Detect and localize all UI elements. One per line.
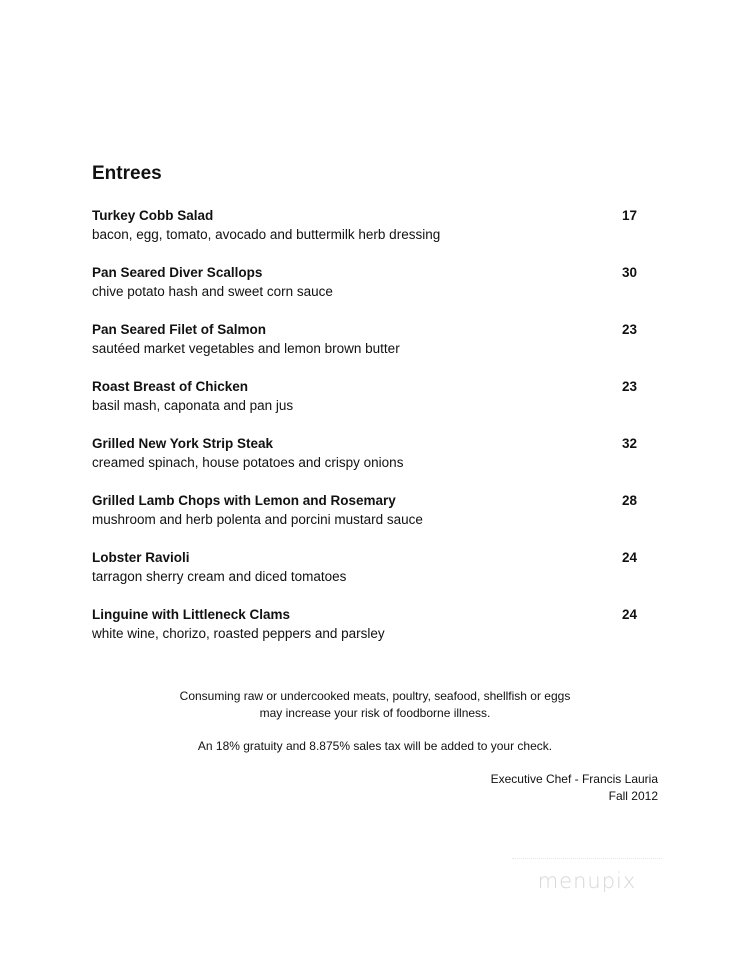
item-description: creamed spinach, house potatoes and crispy onions [92, 455, 404, 470]
item-description: tarragon sherry cream and diced tomatoes [92, 569, 347, 584]
item-name: Turkey Cobb Salad [92, 208, 214, 223]
item-price: 23 [621, 379, 637, 394]
notice-line: may increase your risk of foodborne illness. [259, 706, 491, 720]
foodborne-illness-notice [0, 688, 750, 722]
item-price: 24 [621, 607, 637, 622]
item-name: Roast Breast of Chicken [92, 379, 249, 394]
item-name: Pan Seared Filet of Salmon [92, 322, 267, 337]
item-price: 24 [621, 550, 637, 565]
item-description: bacon, egg, tomato, avocado and buttermilk herb dressing [92, 227, 441, 242]
menupix-watermark: menupix [512, 858, 662, 903]
menu-item [92, 491, 637, 548]
item-name: Grilled Lamb Chops with Lemon and Rosemary [92, 493, 396, 508]
item-description: white wine, chorizo, roasted peppers and parsley [92, 626, 385, 641]
item-price: 23 [621, 322, 637, 337]
item-price: 17 [621, 208, 637, 223]
menu-list [92, 206, 637, 662]
menu-item [92, 548, 637, 605]
gratuity-tax-notice: An 18% gratuity and 8.875% sales tax will be added to your check. [197, 739, 553, 753]
item-price: 28 [621, 493, 637, 508]
item-description: basil mash, caponata and pan jus [92, 398, 294, 413]
item-name: Grilled New York Strip Steak [92, 436, 274, 451]
item-price: 30 [621, 265, 637, 280]
item-name: Lobster Ravioli [92, 550, 190, 565]
chef-name: Executive Chef - Francis Lauria [490, 772, 658, 786]
section-title: Entrees [92, 163, 162, 184]
item-description: sautéed market vegetables and lemon brown butter [92, 341, 400, 356]
menu-item [92, 605, 637, 662]
item-name: Linguine with Littleneck Clams [92, 607, 291, 622]
menu-item [92, 377, 637, 434]
item-name: Pan Seared Diver Scallops [92, 265, 263, 280]
menu-item [92, 434, 637, 491]
notice-line: Consuming raw or undercooked meats, poultry, seafood, shellfish or eggs [179, 689, 571, 703]
menu-item [92, 206, 637, 263]
item-description: chive potato hash and sweet corn sauce [92, 284, 333, 299]
item-price: 32 [621, 436, 637, 451]
menu-item [92, 263, 637, 320]
menu-item [92, 320, 637, 377]
chef-credit [491, 771, 658, 805]
menu-season: Fall 2012 [608, 789, 658, 803]
item-description: mushroom and herb polenta and porcini mustard sauce [92, 512, 423, 527]
